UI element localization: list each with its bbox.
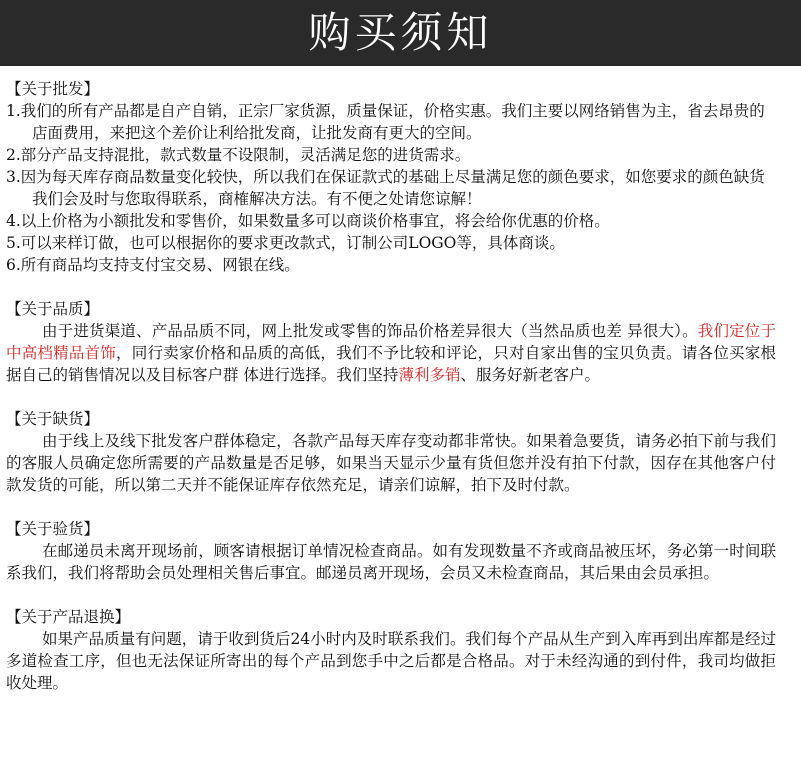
section-inspection <box>6 518 776 584</box>
section-quality <box>6 298 776 386</box>
paragraph-text: ，同行卖家价格和品质的高低，我们不予比较和评论，只对自家出售的宝贝负责。请各位买家根据自己的销售情况以及目标客户群 体进行选择。我们坚持 <box>6 344 776 384</box>
list-item: 2.部分产品支持混批，款式数量不设限制，灵活满足您的进货需求。 <box>6 146 471 164</box>
paragraph-text: 、服务好新老客户。 <box>460 366 600 384</box>
list-item: 3.因为每天库存商品数量变化较快，所以我们在保证款式的基础上尽量满足您的颜色要求，如您要求的颜色缺货我们会及时与您取得联系，商榷解决方法。有不便之处请您谅解！ <box>6 168 765 208</box>
section-title: 【关于产品退换】 <box>6 608 131 626</box>
inspection-paragraph: 在邮递员未离开现场前，顾客请根据订单情况检查商品。如有发现数量不齐或商品被压坏，务必第一时间联系我们，我们将帮助会员处理相关售后事宜。邮递员离开现场，会员又未检查商品，其后果由会员承担。 <box>6 542 776 582</box>
section-stock <box>6 408 776 496</box>
section-title: 【关于验货】 <box>6 520 100 538</box>
section-title: 【关于批发】 <box>6 80 100 98</box>
paragraph-text: 由于进货渠道、产品品质不同，网上批发或零售的饰品价格差异很大（当然品质也差 异很大）。 <box>42 322 698 340</box>
list-item: 6.所有商品均支持支付宝交易、网银在线。 <box>6 256 300 274</box>
list-item: 1.我们的所有产品都是自产自销，正宗厂家货源，质量保证，价格实惠。我们主要以网络销售为主，省去昂贵的店面费用，来把这个差价让利给批发商，让批发商有更大的空间。 <box>6 102 765 142</box>
section-title: 【关于品质】 <box>6 300 100 318</box>
page-title: 购买须知 <box>308 8 493 57</box>
returns-paragraph: 如果产品质量有问题，请于收到货后24小时内及时联系我们。我们每个产品从生产到入库再到出库都是经过多道检查工序，但也无法保证所寄出的每个产品到您手中之后都是合格品。对于未经沟通的到付件，我司均做拒收处理。 <box>6 630 776 692</box>
quality-paragraph <box>6 320 776 386</box>
header-banner <box>0 0 801 66</box>
list-item: 4.以上价格为小额批发和零售价，如果数量多可以商谈价格事宜，将会给你优惠的价格。 <box>6 212 610 230</box>
notice-content <box>6 78 776 716</box>
highlight-positioning: 我们定位于中高档精品首饰 <box>6 322 776 362</box>
section-wholesale <box>6 78 776 276</box>
list-item: 5.可以来样订做，也可以根据你的要求更改款式，订制公司LOGO等，具体商谈。 <box>6 234 565 252</box>
highlight-slogan: 薄利多销 <box>398 366 461 384</box>
stock-paragraph: 由于线上及线下批发客户群体稳定，各款产品每天库存变动都非常快。如果着急要货，请务必拍下前与我们的客服人员确定您所需要的产品数量是否足够，如果当天显示少量有货但您并没有拍下付款，因存在其他客户付款发货的可能，所以第二天并不能保证库存依然充足，请亲们谅解，拍下及时付款。 <box>6 432 776 494</box>
section-title: 【关于缺货】 <box>6 410 100 428</box>
section-returns <box>6 606 776 694</box>
